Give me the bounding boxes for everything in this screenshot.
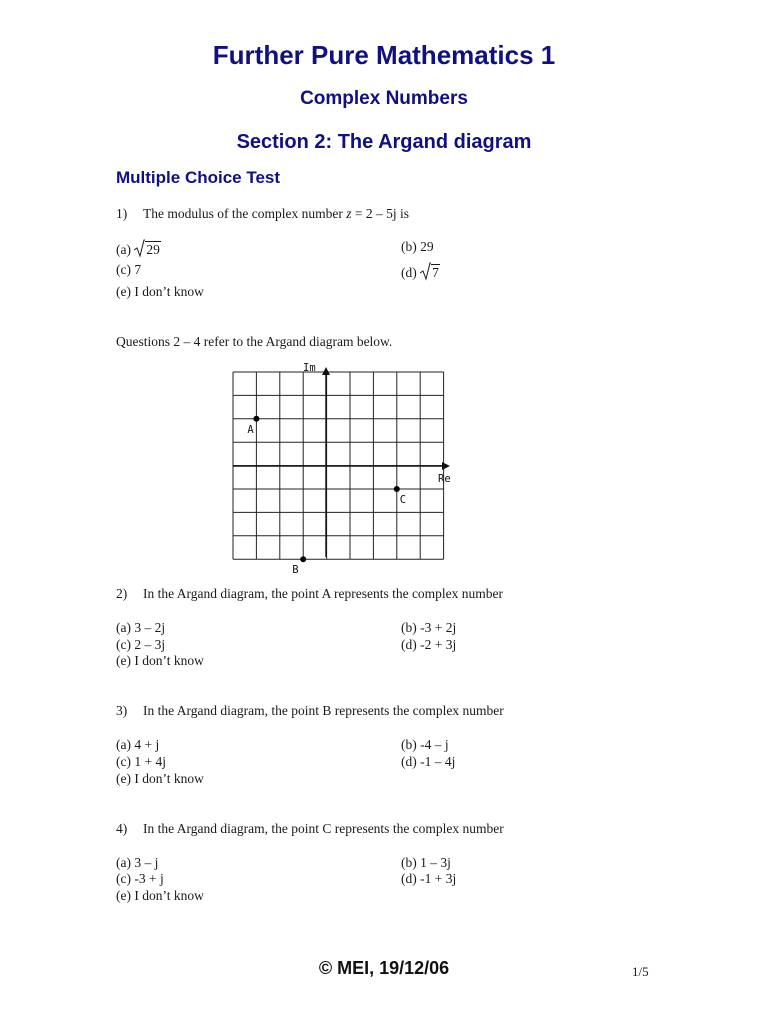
q1-option-e[interactable]: (e) I don’t know	[116, 284, 204, 299]
question-text: In the Argand diagram, the point A represents the complex number	[143, 586, 504, 601]
radicand: 7	[432, 265, 439, 280]
point-c-label: C	[399, 494, 407, 506]
q3-option-e[interactable]: (e) I don’t know	[116, 771, 204, 786]
point-a-label: A	[247, 423, 254, 436]
q2-option-d[interactable]: (d) -2 + 3j	[401, 637, 457, 652]
q3-option-b[interactable]: (b) -4 – j	[401, 737, 449, 752]
question-number: 4)	[116, 821, 128, 836]
radicand: 29	[146, 242, 160, 257]
question-expression: = 2 – 5j is	[351, 206, 409, 221]
page-title: Further Pure Mathematics 1	[212, 40, 556, 70]
radical-sign-icon	[420, 261, 431, 281]
variable-z: z	[346, 206, 352, 221]
option-label: (a)	[116, 242, 131, 257]
test-title: Multiple Choice Test	[116, 168, 281, 187]
imaginary-axis-arrow-icon	[322, 367, 330, 375]
real-axis-arrow-icon	[442, 462, 450, 470]
q2-option-e[interactable]: (e) I don’t know	[116, 653, 204, 668]
page-number: 1/5	[632, 964, 649, 979]
q3-option-d[interactable]: (d) -1 – 4j	[401, 754, 456, 769]
copyright-footer: © MEI, 19/12/06	[318, 958, 450, 978]
q4-option-a[interactable]: (a) 3 – j	[116, 855, 159, 870]
q1-option-a[interactable]	[116, 241, 161, 258]
section-title: Section 2: The Argand diagram	[236, 131, 532, 153]
point-c-marker	[394, 486, 400, 492]
question-number: 2)	[116, 586, 128, 601]
point-a-marker	[253, 416, 259, 422]
q4-option-d[interactable]: (d) -1 + 3j	[401, 871, 457, 886]
question-text: The modulus of the complex number	[143, 206, 343, 221]
point-b-label: B	[292, 564, 299, 575]
sqrt-symbol	[134, 241, 161, 258]
q4-option-b[interactable]: (b) 1 – 3j	[401, 855, 451, 870]
point-b-marker	[300, 556, 306, 562]
question-2-stem	[116, 585, 503, 602]
q3-option-c[interactable]: (c) 1 + 4j	[116, 754, 166, 769]
question-text: In the Argand diagram, the point C represents the complex number	[143, 821, 504, 836]
q1-option-b[interactable]: (b) 29	[401, 239, 434, 254]
question-text: In the Argand diagram, the point B represents the complex number	[143, 703, 504, 718]
topic-subtitle: Complex Numbers	[300, 88, 468, 109]
q2-option-a[interactable]: (a) 3 – 2j	[116, 620, 166, 635]
question-number: 1)	[116, 206, 128, 221]
im-axis-label: Im	[303, 362, 316, 374]
q2-option-b[interactable]: (b) -3 + 2j	[401, 620, 457, 635]
q2-option-c[interactable]: (c) 2 – 3j	[116, 637, 166, 652]
question-number: 3)	[116, 703, 128, 718]
q3-option-a[interactable]: (a) 4 + j	[116, 737, 160, 752]
q4-option-c[interactable]: (c) -3 + j	[116, 871, 164, 886]
re-axis-label: Re	[438, 473, 451, 485]
option-label: (d)	[401, 265, 417, 280]
radical-sign-icon	[134, 238, 145, 258]
argand-diagram	[220, 355, 460, 575]
q1-option-d[interactable]	[401, 264, 440, 281]
q1-option-c[interactable]: (c) 7	[116, 262, 142, 277]
question-1-stem	[116, 205, 409, 222]
question-4-stem	[116, 820, 504, 837]
q4-option-e[interactable]: (e) I don’t know	[116, 888, 204, 903]
sqrt-symbol	[420, 264, 440, 281]
question-3-stem	[116, 702, 504, 719]
diagram-intro: Questions 2 – 4 refer to the Argand diagram below.	[116, 334, 393, 349]
